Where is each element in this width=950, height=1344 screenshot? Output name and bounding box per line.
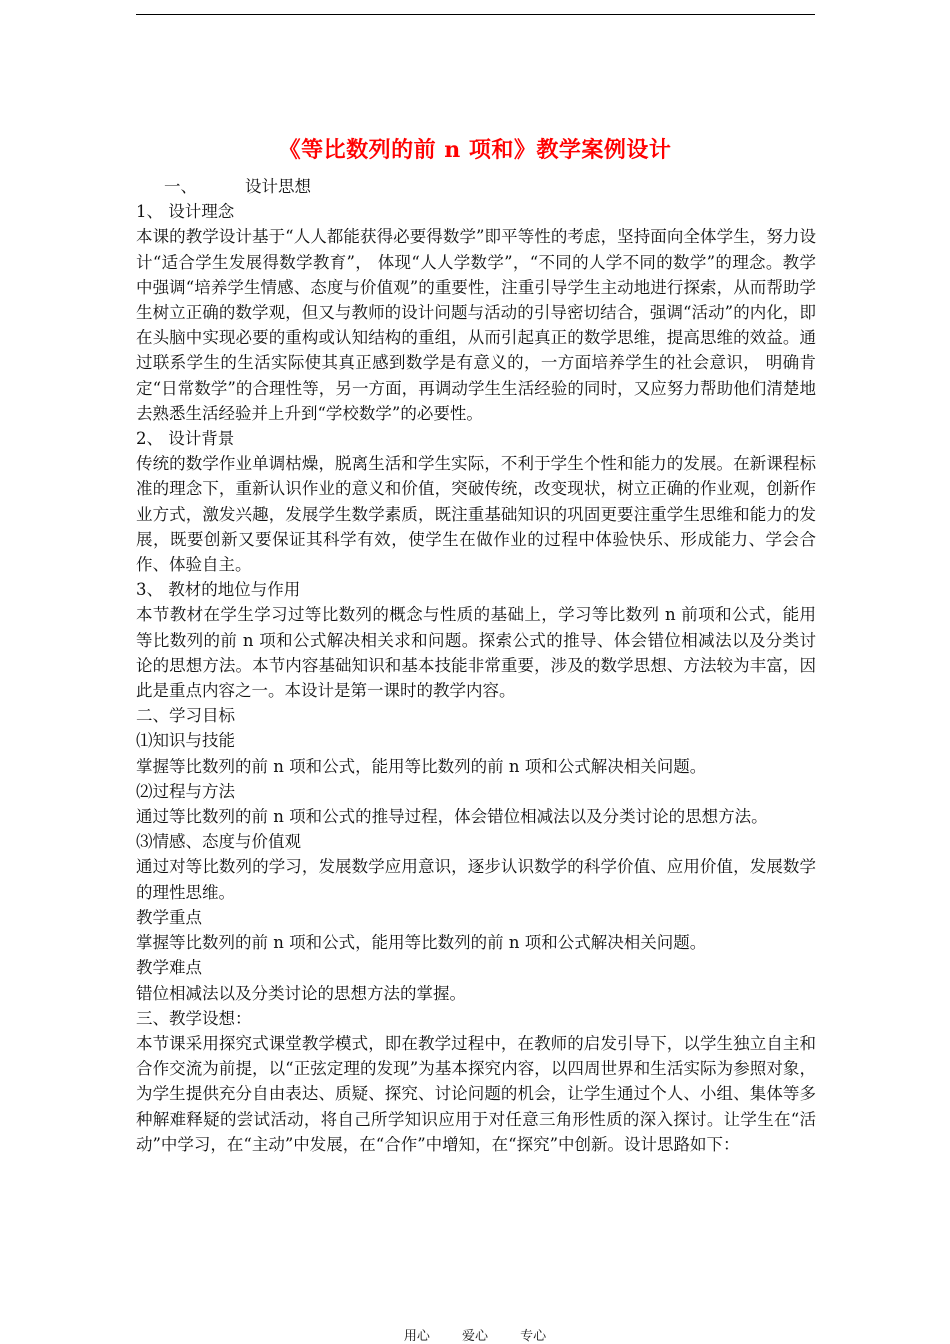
difficulty-heading: 教学难点 — [136, 958, 202, 978]
key-point-text: 掌握等比数列的前 n 项和公式，能用等比数列的前 n 项和公式解决相关问题。 — [136, 933, 707, 953]
key-point-heading: 教学重点 — [136, 907, 202, 927]
footer-item: 用心 — [403, 1329, 430, 1344]
textbook-role-heading: 3、 教材的地位与作用 — [136, 580, 301, 600]
teaching-plan-text: 本节课采用探究式课堂教学模式，即在教学过程中，在教师的启发引导下，以学生独立自主和合作交流为前提，以“正弦定理的发现”为基本探究内容，以四周世界和生活实际为参照对象，为学生提供充分自由表达、质疑、探究、讨论问题的机会，让学生通过个人、小组、集体等多种解难释疑的尝试活动，将自己所学知识应用于对任意三角形性质的深入探讨。让学生在“活动”中学习，在“主动”中发展，在“合作”中增知，在“探究”中创新。设计思路如下： — [136, 1033, 816, 1154]
section1-heading — [136, 174, 816, 199]
page-footer — [0, 1325, 950, 1344]
goal-process-text: 通过等比数列的前 n 项和公式的推导过程，体会错位相减法以及分类讨论的思想方法。 — [136, 807, 768, 827]
textbook-role-text: 本节教材在学生学习过等比数列的概念与性质的基础上，学习等比数列 n 前项和公式，能用等比数列的前 n 项和公式解决相关求和问题。探索公式的推导、体会错位相减法以及分类讨论的思想方法。本节内容基础知识和基本技能非常重要，涉及的数学思想、方法较为丰富，因此是重点内容之一。本设计是第一课时的教学内容。 — [136, 605, 816, 701]
difficulty-text: 错位相减法以及分类讨论的思想方法的掌握。 — [136, 983, 466, 1003]
document-title: 《等比数列的前 n 项和》教学案例设计 — [278, 137, 672, 163]
design-concept-heading: 1、 设计理念 — [136, 202, 235, 222]
teaching-plan-heading: 三、教学设想： — [136, 1008, 252, 1028]
design-background-text: 传统的数学作业单调枯燥，脱离生活和学生实际，不利于学生个性和能力的发展。在新课程标准的理念下，重新认识作业的意义和价值，突破传统，改变现状，树立正确的作业观，创新作业方式，激发兴趣，发展学生数学素质，既注重基础知识的巩固更要注重学生思维和能力的发展，既要创新又要保证其科学有效，使学生在做作业的过程中体验快乐、形成能力、学会合作、体验自主。 — [136, 454, 816, 575]
learning-goals-heading: 二、学习目标 — [136, 706, 235, 726]
goal-process-heading: ⑵过程与方法 — [136, 781, 235, 801]
section1-title: 设计思想 — [245, 177, 311, 196]
footer-item: 专心 — [520, 1329, 547, 1344]
footer-item: 爱心 — [461, 1329, 488, 1344]
design-background-heading: 2、 设计背景 — [136, 429, 235, 449]
goal-attitude-text: 通过对等比数列的学习，发展数学应用意识，逐步认识数学的科学价值、应用价值，发展数学的理性思维。 — [136, 857, 816, 902]
design-concept-text: 本课的教学设计基于“人人都能获得必要得数学”即平等性的考虑，坚持面向全体学生，努力设计“适合学生发展得数学教育”， 体现“人人学数学”，“不同的人学不同的数学”的理念。教学中强调“培养学生情感、态度与价值观”的重要性，注重引导学生主动地进行探索，从而帮助学生树立正确的数学观，但又与教师的设计问题与活动的引导密切结合，强调“活动”的内化，即在头脑中实现必要的重构或认知结构的重组，从而引起真正的数学思维，提高思维的效益。通过联系学生的生活实际使其真正感到数学是有意义的，一方面培养学生的社会意识， 明确肯定“日常数学”的合理性等，另一方面，再调动学生生活经验的同时，又应努力帮助他们清楚地去熟悉生活经验并上升到“学校数学”的必要性。 — [136, 227, 816, 423]
section1-number: 一、 — [164, 177, 197, 196]
goal-knowledge-text: 掌握等比数列的前 n 项和公式，能用等比数列的前 n 项和公式解决相关问题。 — [136, 756, 707, 776]
document-body — [136, 174, 816, 1157]
goal-knowledge-heading: ⑴知识与技能 — [136, 731, 235, 751]
goal-attitude-heading: ⑶情感、态度与价值观 — [136, 832, 301, 852]
header-rule — [136, 14, 815, 15]
